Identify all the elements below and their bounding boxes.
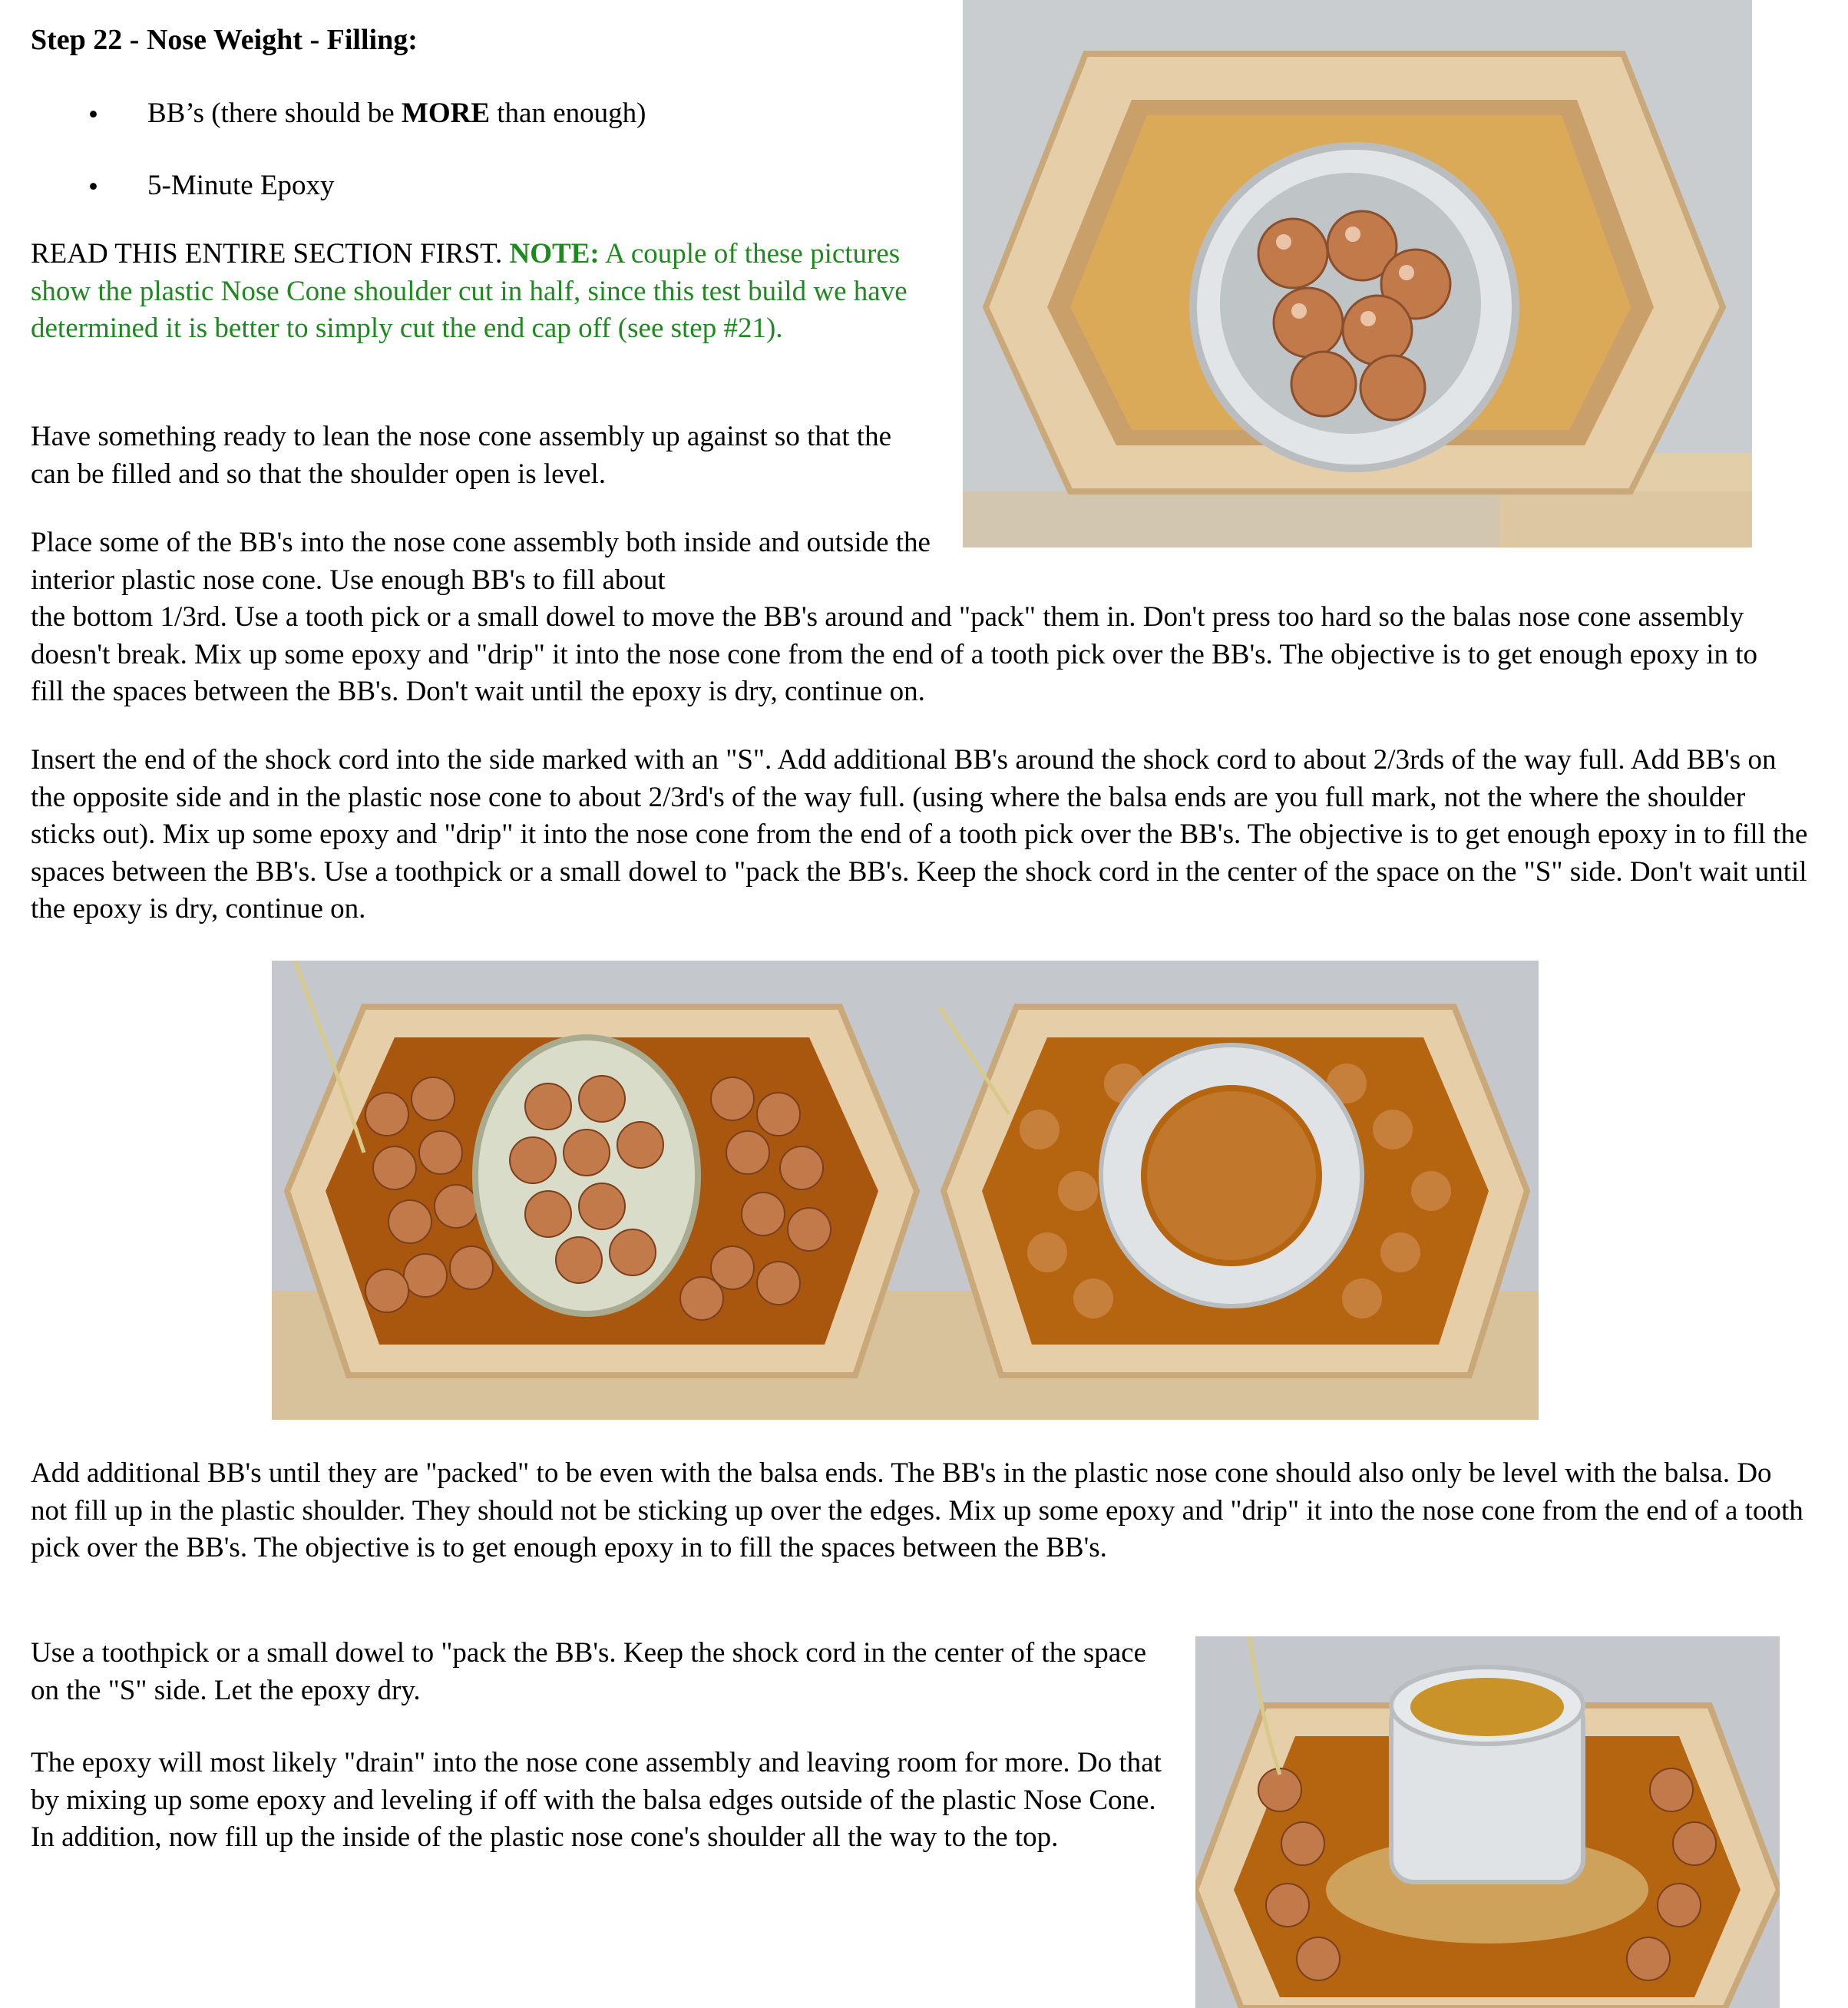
step-title: Step 22 - Nose Weight - Filling:: [31, 24, 418, 56]
material-item-epoxy: 5-Minute Epoxy: [147, 170, 335, 201]
note-text: A couple of these pictures show the plastic Nose Cone shoulder cut in half, since this test build we have determined it is better to simply cut the end cap off (see step #21).: [31, 238, 907, 344]
shock-cord-paragraph: Insert the end of the shock cord into the side marked with an "S". Add additional BB's around the shock cord to about 2/3rds of the way full. Add BB's on the opposite side and in the plastic nose cone to about 2/3rd's of the way full. (using where the balsa ends are you full mark, not the where the shoulder sticks out). Mix up some epoxy and "drip" it into the nose cone from the end of a tooth pick over the BB's. The objective is to get enough epoxy in to fill the spaces between the BB's. Use a toothpick or a small dowel to "pack the BB's. Keep the shock cord in the center of the space on the "S" side. Don't wait until the epoxy is dry, continue on.: [31, 744, 1808, 925]
place-paragraph-rest: the bottom 1/3rd. Use a tooth pick or a small dowel to move the BB's around and "pack" them in. Don't press too hard so the balas nose cone assembly doesn't break. Mix up some epoxy and "drip" it into the nose cone from the end of a tooth pick over the BB's. The objective is to get enough epoxy in to fill the spaces between the BB's. Don't wait until the epoxy is dry, continue on.: [31, 601, 1758, 707]
photo-two-thirds-full: [272, 961, 932, 1420]
place-paragraph-start: Place some of the BB's into the nose cone assembly both inside and outside the interior plastic nose cone. Use enough BB's to fill about: [31, 527, 931, 596]
packed-paragraph: Add additional BB's until they are "packed" to be even with the balsa ends. The BB's in the plastic nose cone should also only be level with the balsa. Do not fill up in the plastic shoulder. They should not be sticking up over the edges. Mix up some epoxy and "drip" it into the nose cone from the end of a tooth pick over the BB's. The objective is to get enough epoxy in to fill the spaces between the BB's.: [31, 1457, 1803, 1563]
bullet-dot: •: [88, 171, 98, 203]
dry-paragraph: Use a toothpick or a small dowel to "pack the BB's. Keep the shock cord in the center of the space on the "S" side. Let the epoxy dry.: [31, 1637, 1147, 1706]
photo-level-with-balsa: [932, 961, 1539, 1420]
note-label: NOTE:: [509, 238, 600, 270]
intro-paragraph: READ THIS ENTIRE SECTION FIRST. NOTE: A couple of these pictures show the plastic Nose Cone shoulder cut in half, since this test build we have determined it is better to simply cut the end cap off (see step #21).: [31, 238, 907, 344]
photo-half-filled-cone: [963, 0, 1752, 547]
material-item-bbs: BB’s (there should be MORE than enough): [147, 98, 646, 129]
bullet-dot: •: [88, 99, 98, 131]
photo-shoulder-filled: [1195, 1636, 1780, 2008]
lean-paragraph: Have something ready to lean the nose cone assembly up against so that the can be filled and so that the shoulder open is level.: [31, 421, 892, 490]
drain-paragraph: The epoxy will most likely "drain" into the nose cone assembly and leaving room for more. Do that by mixing up some epoxy and leveling if off with the balsa edges outside of the plastic Nose Cone. In addition, now fill up the inside of the plastic nose cone's shoulder all the way to the top.: [31, 1747, 1162, 1853]
